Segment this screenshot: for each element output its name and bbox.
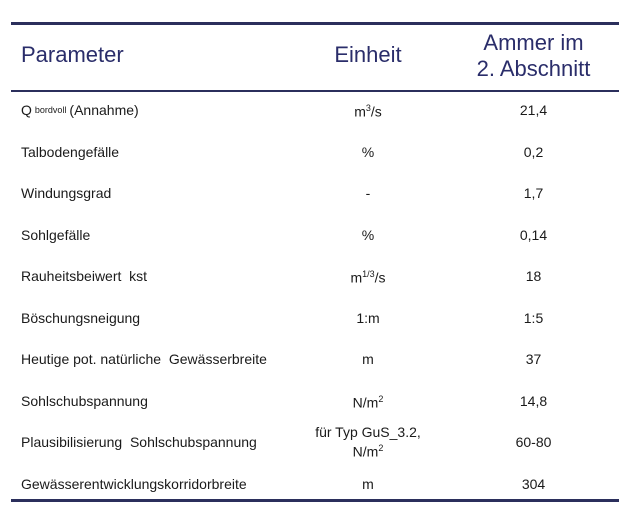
unit-line1: für Typ GuS_3.2,: [315, 423, 421, 440]
unit-main: m: [350, 269, 363, 286]
header-value-line2: 2. Abschnitt: [476, 56, 591, 81]
table-row: [0, 255, 641, 296]
param-cell: Sohlschubspannung: [21, 392, 148, 409]
unit-main: N/m: [352, 443, 379, 460]
unit-cell: %: [361, 143, 375, 160]
value-cell: 1,7: [523, 184, 544, 201]
unit-cell: [300, 255, 436, 296]
value-cell: 18: [525, 267, 542, 284]
unit-cell: [300, 89, 436, 130]
table-row: [0, 463, 641, 504]
unit-cell: -: [365, 184, 371, 201]
param-rest: (Annahme): [69, 101, 139, 118]
value-cell: 14,8: [519, 392, 548, 409]
table-bottom-rule: [11, 499, 619, 502]
param-cell: Heutige pot. natürliche Gewässerbreite: [21, 350, 267, 367]
header-unit: Einheit: [334, 42, 402, 67]
value-cell: 1:5: [523, 309, 544, 326]
unit-rest: /s: [374, 269, 386, 286]
param-cell: [21, 89, 321, 130]
unit-sup: 1/3: [362, 268, 375, 279]
unit-cell: %: [361, 226, 375, 243]
unit-cell: m: [362, 350, 374, 367]
table-row: [0, 380, 641, 421]
header-value: [440, 30, 627, 82]
table-row: [0, 172, 641, 213]
param-cell: Rauheitsbeiwert kst: [21, 267, 148, 284]
unit-sup: 3: [365, 102, 371, 113]
param-cell: Gewässerentwicklungskorridorbreite: [21, 475, 247, 492]
value-cell: 0,14: [519, 226, 548, 243]
param-cell: Windungsgrad: [21, 184, 112, 201]
value-cell: 0,2: [523, 143, 544, 160]
value-cell: 304: [521, 475, 546, 492]
unit-cell: [300, 421, 436, 462]
unit-cell: m: [362, 475, 374, 492]
value-cell: 37: [525, 350, 542, 367]
header-value-line1: Ammer im: [483, 30, 584, 55]
param-sub: bordvoll: [34, 104, 67, 115]
unit-sup: 2: [378, 442, 384, 453]
table-row: [0, 338, 641, 379]
param-cell: Plausibilisierung Sohlschubspannung: [21, 433, 257, 450]
unit-cell: 1:m: [356, 309, 380, 326]
header-parameter: Parameter: [21, 42, 124, 67]
unit-main: m: [354, 103, 366, 120]
unit-cell: [300, 380, 436, 421]
value-cell: 60-80: [515, 433, 552, 450]
param-cell: Sohlgefälle: [21, 226, 91, 243]
table-row: [0, 297, 641, 338]
table-row: [0, 89, 641, 130]
value-cell: 21,4: [519, 101, 548, 118]
table-row: [0, 131, 641, 172]
table-top-rule: [11, 22, 619, 25]
unit-rest: /s: [370, 103, 382, 120]
param-main: Q: [21, 101, 32, 118]
unit-sup: 2: [378, 393, 384, 404]
unit-main: N/m: [352, 394, 379, 411]
table-row: [0, 421, 641, 462]
table-row: [0, 214, 641, 255]
param-cell: Talbodengefälle: [21, 143, 120, 160]
param-cell: Böschungsneigung: [21, 309, 141, 326]
